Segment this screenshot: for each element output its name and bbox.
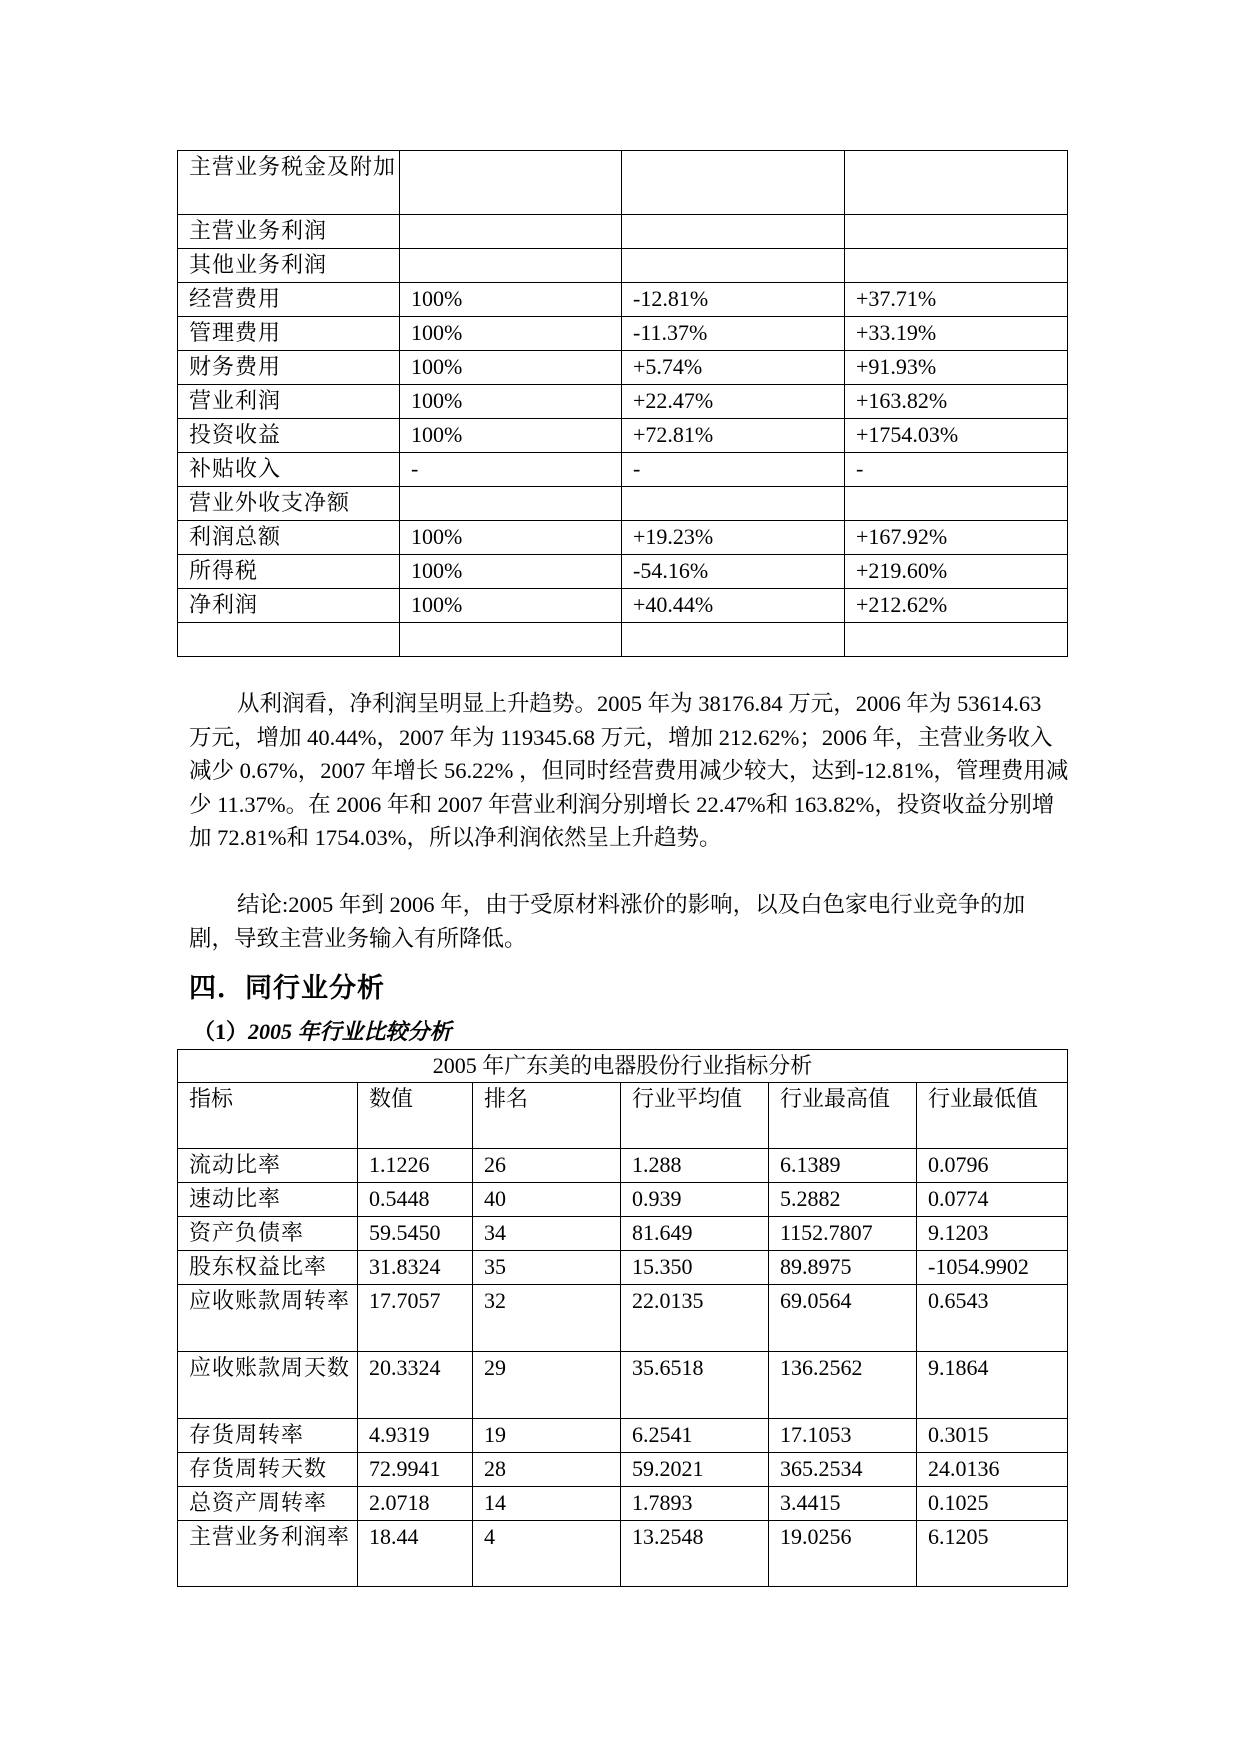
table-row [178, 317, 1068, 351]
profit-change-table [177, 150, 1068, 657]
indicator-name-cell: 股东权益比率 [178, 1251, 358, 1285]
table-row [178, 385, 1068, 419]
row-label-cell: 营业外收支净额 [178, 487, 400, 521]
value-cell: +1754.03% [845, 419, 1068, 453]
value-cell: +91.93% [845, 351, 1068, 385]
value-cell: 34 [473, 1217, 621, 1251]
value-cell: +72.81% [622, 419, 845, 453]
table-row [178, 1251, 1068, 1285]
value-cell: 1.7893 [621, 1487, 769, 1521]
value-cell [400, 215, 622, 249]
value-cell: 365.2534 [769, 1453, 917, 1487]
table-row [178, 215, 1068, 249]
value-cell: 1.288 [621, 1149, 769, 1183]
table-row [178, 623, 1068, 657]
value-cell: +212.62% [845, 589, 1068, 623]
industry-indicator-table [177, 1049, 1068, 1587]
value-cell: 0.3015 [917, 1419, 1068, 1453]
table-row [178, 1419, 1068, 1453]
table-row [178, 351, 1068, 385]
value-cell [400, 487, 622, 521]
column-header: 排名 [473, 1083, 621, 1149]
table-row [178, 1487, 1068, 1521]
indicator-name-cell: 应收账款周转率 [178, 1285, 358, 1352]
value-cell: 1152.7807 [769, 1217, 917, 1251]
value-cell: 100% [400, 555, 622, 589]
value-cell: 100% [400, 317, 622, 351]
table-row [178, 1149, 1068, 1183]
row-label-cell: 财务费用 [178, 351, 400, 385]
indicator-name-cell: 应收账款周天数 [178, 1352, 358, 1419]
column-header: 数值 [358, 1083, 473, 1149]
table-row [178, 1521, 1068, 1587]
row-label-cell: 净利润 [178, 589, 400, 623]
value-cell [845, 249, 1068, 283]
value-cell: 100% [400, 521, 622, 555]
conclusion-paragraph [189, 888, 1069, 955]
table-row [178, 1352, 1068, 1419]
row-label-cell: 主营业务税金及附加 [178, 151, 400, 215]
table-row [178, 1183, 1068, 1217]
value-cell [622, 249, 845, 283]
row-label-cell: 其他业务利润 [178, 249, 400, 283]
table-row [178, 555, 1068, 589]
table-title: 2005 年广东美的电器股份行业指标分析 [178, 1050, 1068, 1083]
subheading-text: 2005 年行业比较分析 [248, 1019, 452, 1044]
value-cell: 24.0136 [917, 1453, 1068, 1487]
value-cell: 59.5450 [358, 1217, 473, 1251]
value-cell: 20.3324 [358, 1352, 473, 1419]
value-cell [845, 151, 1068, 215]
value-cell: 100% [400, 589, 622, 623]
table-row [178, 249, 1068, 283]
row-label-cell: 补贴收入 [178, 453, 400, 487]
value-cell [845, 215, 1068, 249]
value-cell [622, 487, 845, 521]
value-cell: 100% [400, 419, 622, 453]
value-cell: - [400, 453, 622, 487]
value-cell: 2.0718 [358, 1487, 473, 1521]
table-row [178, 1453, 1068, 1487]
value-cell [622, 151, 845, 215]
value-cell: 32 [473, 1285, 621, 1352]
value-cell [622, 215, 845, 249]
row-label-cell: 经营费用 [178, 283, 400, 317]
value-cell: 69.0564 [769, 1285, 917, 1352]
value-cell: 6.2541 [621, 1419, 769, 1453]
value-cell [400, 249, 622, 283]
row-label-cell: 管理费用 [178, 317, 400, 351]
value-cell: 0.1025 [917, 1487, 1068, 1521]
value-cell: 28 [473, 1453, 621, 1487]
table-row [178, 283, 1068, 317]
value-cell: 19 [473, 1419, 621, 1453]
value-cell [845, 623, 1068, 657]
value-cell [400, 151, 622, 215]
indicator-name-cell: 速动比率 [178, 1183, 358, 1217]
value-cell: -11.37% [622, 317, 845, 351]
value-cell: 31.8324 [358, 1251, 473, 1285]
row-label-cell: 营业利润 [178, 385, 400, 419]
value-cell: 6.1205 [917, 1521, 1068, 1587]
value-cell: 4 [473, 1521, 621, 1587]
value-cell: 4.9319 [358, 1419, 473, 1453]
value-cell: +163.82% [845, 385, 1068, 419]
profit-analysis-paragraph [189, 687, 1069, 855]
value-cell [400, 623, 622, 657]
value-cell: +33.19% [845, 317, 1068, 351]
value-cell: 18.44 [358, 1521, 473, 1587]
row-label-cell: 主营业务利润 [178, 215, 400, 249]
paragraph-text: 结论:2005 年到 2006 年，由于受原材料涨价的影响，以及白色家电行业竞争的加剧，导致主营业务输入有所降低。 [189, 892, 1026, 951]
value-cell: +19.23% [622, 521, 845, 555]
value-cell: +22.47% [622, 385, 845, 419]
table-row [178, 453, 1068, 487]
column-header: 指标 [178, 1083, 358, 1149]
section-heading: 四．同行业分析 [189, 973, 385, 1004]
value-cell: +219.60% [845, 555, 1068, 589]
subsection-heading [193, 1015, 452, 1046]
value-cell: +5.74% [622, 351, 845, 385]
table-row [178, 487, 1068, 521]
paragraph-text: 从利润看，净利润呈明显上升趋势。2005 年为 38176.84 万元，2006 年为 53614.63 万元，增加 40.44%，2007 年为 119345.68 万元，增加 212.62%；2006 年，主营业务收入减少 0.67%，2007 年增长 56.22% ，但同时经营费用减少较大，达到-12.81%，管理费用减少 11.37%。在 2006 年和 2007 年营业利润分别增长 22.47%和 163.82%，投资收益分别增加 72.81%和 1754.03%，所以净利润依然呈上升趋势。 [189, 691, 1069, 851]
value-cell: 59.2021 [621, 1453, 769, 1487]
indicator-name-cell: 主营业务利润率 [178, 1521, 358, 1587]
value-cell: 81.649 [621, 1217, 769, 1251]
value-cell: 26 [473, 1149, 621, 1183]
row-label-cell: 投资收益 [178, 419, 400, 453]
value-cell: 100% [400, 385, 622, 419]
value-cell: - [845, 453, 1068, 487]
value-cell: 0.0796 [917, 1149, 1068, 1183]
value-cell: 35 [473, 1251, 621, 1285]
value-cell: -54.16% [622, 555, 845, 589]
table-row [178, 151, 1068, 215]
value-cell: 14 [473, 1487, 621, 1521]
value-cell: 5.2882 [769, 1183, 917, 1217]
indicator-name-cell: 流动比率 [178, 1149, 358, 1183]
table-row [178, 1217, 1068, 1251]
table-row [178, 1285, 1068, 1352]
value-cell: 1.1226 [358, 1149, 473, 1183]
value-cell: +40.44% [622, 589, 845, 623]
subheading-prefix: （1） [193, 1019, 249, 1044]
value-cell: 13.2548 [621, 1521, 769, 1587]
value-cell: 0.0774 [917, 1183, 1068, 1217]
value-cell: 6.1389 [769, 1149, 917, 1183]
row-label-cell [178, 623, 400, 657]
value-cell: 72.9941 [358, 1453, 473, 1487]
value-cell: 15.350 [621, 1251, 769, 1285]
indicator-name-cell: 存货周转天数 [178, 1453, 358, 1487]
value-cell: 0.6543 [917, 1285, 1068, 1352]
value-cell: +37.71% [845, 283, 1068, 317]
indicator-name-cell: 总资产周转率 [178, 1487, 358, 1521]
column-header: 行业最高值 [769, 1083, 917, 1149]
value-cell: 100% [400, 283, 622, 317]
value-cell: 22.0135 [621, 1285, 769, 1352]
table-row [178, 589, 1068, 623]
value-cell: 29 [473, 1352, 621, 1419]
value-cell: -12.81% [622, 283, 845, 317]
row-label-cell: 利润总额 [178, 521, 400, 555]
table-row [178, 419, 1068, 453]
value-cell [845, 487, 1068, 521]
column-header: 行业最低值 [917, 1083, 1068, 1149]
value-cell: 136.2562 [769, 1352, 917, 1419]
value-cell: 9.1203 [917, 1217, 1068, 1251]
value-cell: 9.1864 [917, 1352, 1068, 1419]
row-label-cell: 所得税 [178, 555, 400, 589]
value-cell: 19.0256 [769, 1521, 917, 1587]
value-cell: 100% [400, 351, 622, 385]
indicator-name-cell: 资产负债率 [178, 1217, 358, 1251]
value-cell: 35.6518 [621, 1352, 769, 1419]
value-cell: 0.939 [621, 1183, 769, 1217]
value-cell: 40 [473, 1183, 621, 1217]
value-cell: 3.4415 [769, 1487, 917, 1521]
indicator-name-cell: 存货周转率 [178, 1419, 358, 1453]
value-cell: 0.5448 [358, 1183, 473, 1217]
value-cell: 17.1053 [769, 1419, 917, 1453]
value-cell [622, 623, 845, 657]
table-row [178, 521, 1068, 555]
value-cell: +167.92% [845, 521, 1068, 555]
table-header-row [178, 1083, 1068, 1149]
value-cell: 89.8975 [769, 1251, 917, 1285]
value-cell: - [622, 453, 845, 487]
value-cell: -1054.9902 [917, 1251, 1068, 1285]
column-header: 行业平均值 [621, 1083, 769, 1149]
table-title-row [178, 1050, 1068, 1083]
value-cell: 17.7057 [358, 1285, 473, 1352]
